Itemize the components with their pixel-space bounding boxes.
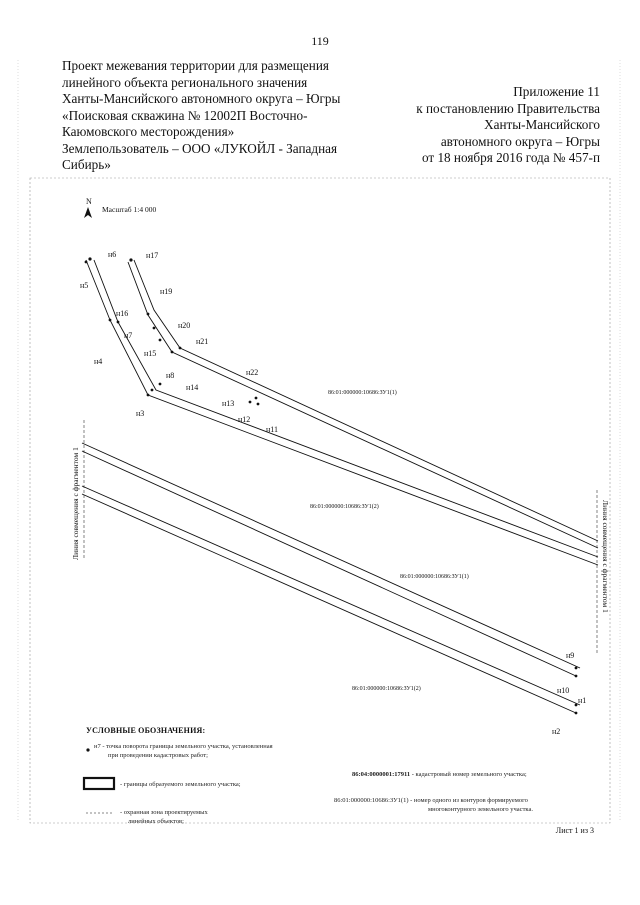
- point-label: н8: [166, 371, 175, 380]
- point-label: н11: [266, 425, 278, 434]
- legend-point-desc: - точка поворота границы земельного участка, установленная: [102, 743, 273, 750]
- project-title-line: Сибирь»: [62, 157, 111, 172]
- point-label: н3: [136, 409, 145, 418]
- sheet-label: Лист 1 из 3: [555, 826, 594, 835]
- point-label: н15: [144, 349, 157, 358]
- point-label: н21: [196, 337, 209, 346]
- point-label: н20: [178, 321, 191, 330]
- point-label: н9: [566, 651, 575, 660]
- north-arrow-icon: [84, 197, 92, 218]
- legend-boundary-text: - границы образуемого земельного участка;: [120, 781, 241, 788]
- point-label: н10: [557, 686, 570, 695]
- point-label: н7: [124, 331, 133, 340]
- project-title-line: линейного объекта регионального значения: [62, 74, 308, 90]
- legend-contour-desc: - номер одного из контуров формируемого: [410, 797, 528, 804]
- legend-cad-sample: 86:04:0000001:17911: [352, 771, 411, 778]
- project-title-line: Ханты-Мансийского автономного округа – Югры: [62, 91, 341, 106]
- legend-zone-desc-2: линейных объектов;: [128, 818, 184, 825]
- legend-cad-text: [352, 770, 612, 779]
- boundary-contour-2: [82, 443, 580, 713]
- boundary-contour-1: [86, 260, 598, 565]
- legend-cad-desc: - кадастровый номер земельного участка;: [411, 771, 527, 778]
- north-label: N: [86, 197, 92, 206]
- cadastral-label: 86:01:000000:10686:ЗУ1(1): [400, 574, 469, 580]
- point-label: н14: [186, 383, 199, 392]
- point-label: н12: [238, 415, 251, 424]
- appendix-line: Приложение 11: [513, 84, 600, 99]
- legend-point-icon: [86, 748, 89, 751]
- appendix-line: автономного округа – Югры: [440, 133, 600, 149]
- legend-point-sample: н7: [94, 743, 101, 750]
- legend-zone-desc: - охранная зона проектируемых: [120, 809, 208, 816]
- point-label: н13: [222, 399, 235, 408]
- scale-label: Масштаб 1:4 000: [102, 205, 157, 214]
- legend-contour-sample: 86:01:000000:10686:ЗУ1(1): [334, 797, 409, 804]
- point-label: н1: [578, 696, 587, 705]
- legend-contour-text: [334, 796, 614, 814]
- point-label: н17: [146, 251, 159, 260]
- legend-boundary-icon: [84, 778, 114, 789]
- point-labels: [80, 250, 586, 736]
- cadastral-label: 86:01:000000:10686:ЗУ1(1): [328, 390, 397, 396]
- project-title-line: Проект межевания территории для размещения: [62, 58, 329, 73]
- point-label: н16: [116, 309, 129, 318]
- page-number: 119: [311, 34, 329, 48]
- match-line-right-label: Линия совмещения с фрагментом 1: [601, 500, 610, 613]
- cadastral-label: 86:01:000000:10686:ЗУ1(2): [352, 686, 421, 692]
- point-label: н19: [160, 287, 173, 296]
- appendix-line: к постановлению Правительства: [416, 100, 600, 116]
- point-label: н6: [108, 250, 117, 259]
- project-title-line: Землепользователь – ООО «ЛУКОЙЛ - Западная: [62, 140, 338, 156]
- legend-point-desc-2: при проведении кадастровых работ;: [108, 752, 208, 759]
- legend-title: УСЛОВНЫЕ ОБОЗНАЧЕНИЯ:: [86, 726, 206, 735]
- cadastral-label: 86:01:000000:10686:ЗУ1(2): [310, 504, 379, 510]
- appendix-line: Ханты-Мансийского: [484, 117, 600, 132]
- project-title-line: Каюмовского месторождения»: [62, 124, 235, 139]
- point-label: н4: [94, 357, 103, 366]
- point-label: н2: [552, 727, 561, 736]
- point-label: н22: [246, 368, 259, 377]
- appendix-line: от 18 ноября 2016 года № 457-п: [421, 150, 600, 165]
- point-label: н5: [80, 281, 89, 290]
- match-line-left-label: Линия совмещения с фрагментом 1: [71, 447, 80, 560]
- project-title-line: «Поисковая скважина № 12002П Восточно-: [62, 107, 308, 123]
- legend-contour-desc-2: многоконтурного земельного участка.: [428, 806, 533, 813]
- legend-zone-text: [120, 808, 320, 826]
- legend-point-text: [94, 742, 364, 760]
